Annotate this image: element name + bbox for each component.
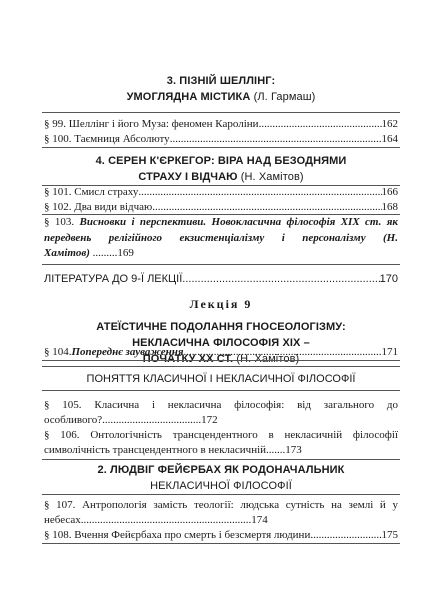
toc-entry-text: Висновки і перспективи. Новокласична філософія XIX ст. як передвень релігійного екзистенціалізму і персоналізму (Н. Хамітов) [44,216,398,259]
toc-page-number: 162 [381,118,398,130]
toc-page-number: 174 [251,514,268,526]
toc-page-number: 168 [381,201,398,213]
toc-page-number: 164 [381,133,398,145]
toc-entry-105[interactable]: § 105. Класична і некласична філософія: від загального до особливого?....................................172 [44,399,398,426]
lecture9-author: (Н. Хамітов) [236,353,300,365]
toc-entry-102[interactable] [44,200,398,215]
lecture-heading: Лекція 9 [189,297,253,311]
leader-dots [184,345,382,360]
leader-dots [182,273,379,285]
divider [42,366,400,367]
divider [42,147,400,148]
divider [42,264,400,265]
section3-title-line2: УМОГЛЯДНА МІСТИКА (Л. Гармаш) [126,91,316,103]
toc-entry-text: § 102. Два види відчаю [44,201,153,213]
toc-entry-106[interactable]: § 106. Онтологічність трансцендентного в некласичній філософії символічність трансцендентного в некласичній.......173 [44,429,398,456]
divider [42,459,400,460]
section1-title: ПОНЯТТЯ КЛАСИЧНОЇ І НЕКЛАСИЧНОЇ ФІЛОСОФІЇ [86,373,356,385]
toc-entry-99[interactable] [44,117,398,132]
leader-dots [259,117,382,132]
toc-entry-text: Попереднє зауваження [71,346,184,358]
leader-dots [170,132,382,147]
section2-title-line2: НЕКЛАСИЧНОЇ ФІЛОСОФІЇ [150,480,292,492]
toc-entry-103[interactable]: § 103. Висновки і перспективи. Новокласична філософія XIX ст. як передвень релігійного екзистенціалізму і персоналізму (Н. Хамітов) .........169 [44,216,398,259]
section2-title-line1: 2. ЛЮДВІГ ФЕЙЄРБАХ ЯК РОДОНАЧАЛЬНИК [97,464,345,476]
toc-page-number: 170 [379,273,398,285]
toc-entry-text: § 105. Класична і некласична філософія: від загального до особливого? [44,399,398,426]
toc-entry-101[interactable] [44,185,398,200]
toc-page-number: 166 [381,186,398,198]
leader-dots [152,200,381,215]
toc-entry-107[interactable]: § 107. Антропологія замість теології: людська сутність на землі й у небесах..............................................................174 [44,499,398,526]
toc-entry-text: § 99. Шеллінг і його Муза: феномен Кароліни [44,118,259,130]
divider [42,360,400,361]
section4-title-line2: СТРАХУ І ВІДЧАЮ (Н. Хамітов) [138,171,304,183]
section3-author: (Л. Гармаш) [253,91,316,103]
toc-entry-literature[interactable] [44,273,398,285]
toc-entry-text: § 107. Антропологія замість теології: людська сутність на землі й у небесах [44,499,398,526]
section3-title [40,73,402,105]
toc-entry-text: § 100. Таємниця Абсолюту [44,133,170,145]
toc-entry-100[interactable] [44,132,398,147]
toc-page-number: 175 [381,529,398,541]
lecture9-title-line2: НЕКЛАСИЧНА ФІЛОСОФІЯ XIX – [132,337,310,349]
leader-dots [138,185,381,200]
divider [42,112,400,113]
toc-page-number: 171 [381,346,398,358]
toc-entry-108[interactable] [44,528,398,543]
section4-title [40,153,402,185]
toc-entry-text: § 108. Вчення Фейєрбаха про смерть і безсмертя людини [44,529,311,541]
toc-entry-text: ЛІТЕРАТУРА ДО 9-Ї ЛЕКЦІЇ [44,273,183,285]
toc-entry-104[interactable]: § 104. Попереднє зауваження ..... 171 [44,345,398,360]
leader-dots [310,528,381,543]
section3-title-line1: 3. ПІЗНІЙ ШЕЛЛІНГ: [166,75,276,87]
section2-title [40,462,402,494]
section4-author: (Н. Хамітов) [240,171,304,183]
lecture9-title-line1: АТЕЇСТИЧНЕ ПОДОЛАННЯ ГНОСЕОЛОГІЗМУ: [96,321,346,333]
divider [42,494,400,495]
toc-page-number: 172 [201,414,218,426]
divider [42,543,400,544]
toc-entry-text: § 106. Онтологічність трансцендентного в некласичній філософії символічність трансцендентного в некласичній [44,429,398,456]
toc-page-number: 169 [117,247,134,259]
toc-entry-text: § 101. Смисл страху [44,186,139,198]
section4-title-line1: 4. СЕРЕН К'ЄРКЕГОР: ВІРА НАД БЕЗОДНЯМИ [95,155,347,167]
toc-page-number: 173 [285,444,302,456]
lecture9-title-line3: ПОЧАТКУ XX СТ. (Н. Хамітов) [142,353,300,365]
divider [42,390,400,391]
